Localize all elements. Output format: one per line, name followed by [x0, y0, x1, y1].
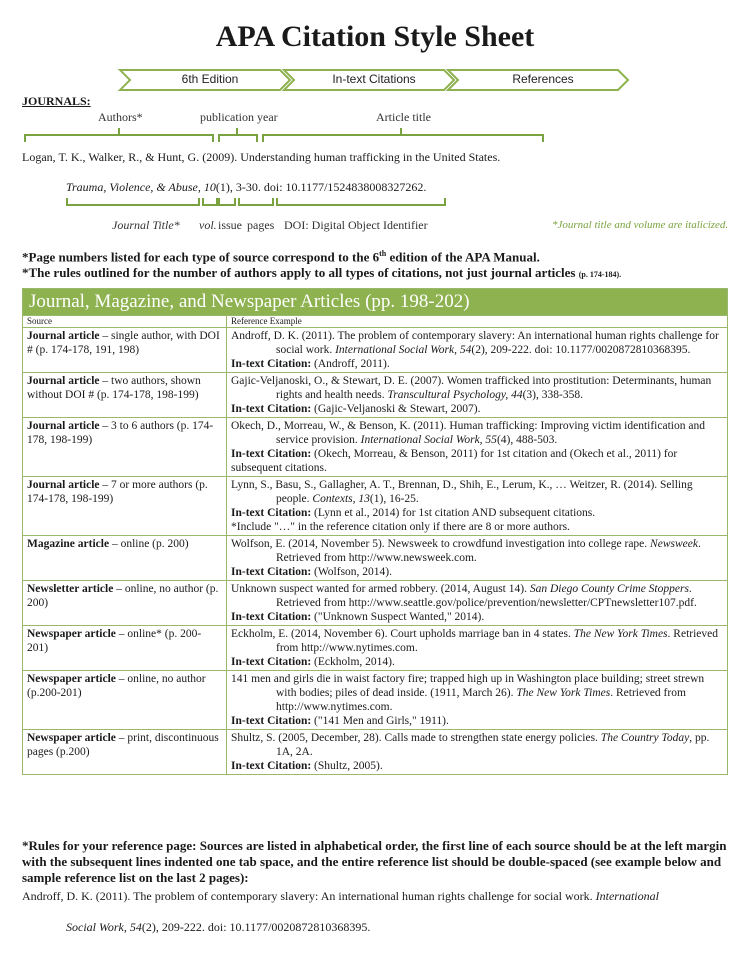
reference-example: Gajic-Veljanoski, O., & Stewart, D. E. (2007). Women trafficked into prostitution: Determinants, human rights and health needs. Transcultural Psychology, 44(3), 338-358. — [231, 375, 712, 401]
table-row — [23, 418, 728, 477]
source-type: Newspaper article — [27, 732, 116, 744]
journals-heading: JOURNALS: — [22, 94, 91, 108]
nav-item-references[interactable]: References — [512, 72, 574, 86]
table-row — [23, 581, 728, 626]
intext-citation: In-text Citation: (Eckholm, 2014). — [231, 656, 395, 668]
source-cell — [23, 536, 227, 581]
source-cell — [23, 626, 227, 671]
nav-item-edition[interactable]: 6th Edition — [181, 72, 239, 86]
reference-cell — [227, 671, 728, 730]
source-cell — [23, 581, 227, 626]
source-detail: – online, no author (p. 200) — [27, 583, 219, 609]
source-detail: – 7 or more authors (p. 174-178, 198-199) — [27, 479, 208, 505]
source-type: Journal article — [27, 479, 100, 491]
nav-item-intext[interactable]: In-text Citations — [332, 72, 416, 86]
brace-vol — [202, 198, 218, 206]
intext-citation: In-text Citation: ("Unknown Suspect Wanted," 2014). — [231, 611, 485, 623]
journal-example-italic: Trauma, Violence, & Abuse, 10 — [66, 180, 216, 194]
intext-citation: In-text Citation: (Wolfson, 2014). — [231, 566, 393, 578]
col-header-reference: Reference Example — [227, 316, 728, 328]
source-detail: – online* (p. 200-201) — [27, 628, 202, 654]
label-pub-year: publication year — [200, 110, 278, 124]
reference-example: Lynn, S., Basu, S., Gallagher, A. T., Brennan, D., Shih, E., Lerum, K., … Weitzer, R. (2014). Selling people. Contexts, 13(1), 16-25. — [231, 479, 693, 505]
brace-journal-title — [66, 198, 200, 206]
reference-example: Wolfson, E. (2014, November 5). Newsweek to crowdfund investigation into college rape. Newsweek. Retrieved from http://www.newsweek.com. — [231, 538, 701, 564]
source-detail: – 3 to 6 authors (p. 174-178, 198-199) — [27, 420, 214, 446]
source-cell — [23, 373, 227, 418]
source-cell — [23, 477, 227, 536]
source-detail: – single author, with DOI # (p. 174-178, 191, 198) — [27, 330, 220, 356]
sample-reference-line2: Social Work, 54(2), 209-222. doi: 10.1177/0020872810368395. — [66, 920, 371, 934]
brace-authors — [24, 134, 214, 142]
reference-cell — [227, 373, 728, 418]
reference-example: Okech, D., Morreau, W., & Benson, K. (2011). Human trafficking: Improving victim identification and service provision. International Social Work, 55(4), 488-503. — [231, 420, 705, 446]
source-type: Journal article — [27, 420, 100, 432]
intext-citation: In-text Citation: (Okech, Morreau, & Benson, 2011) for 1st citation and (Okech et al., 2011) for subsequent citations. — [231, 448, 678, 474]
brace-article-title — [262, 134, 544, 142]
intext-citation: In-text Citation: (Lynn et al., 2014) for 1st citation AND subsequent citations. — [231, 507, 596, 519]
source-cell — [23, 328, 227, 373]
table-row — [23, 373, 728, 418]
reference-cell — [227, 730, 728, 775]
brace-doi — [276, 198, 446, 206]
brace-issue — [218, 198, 236, 206]
reference-cell — [227, 626, 728, 671]
brace-tick — [236, 128, 238, 134]
intext-citation: In-text Citation: (Gajic-Veljanoski & Stewart, 2007). — [231, 403, 481, 415]
label-vol: vol. — [199, 218, 217, 232]
reference-cell — [227, 328, 728, 373]
source-detail: – online (p. 200) — [109, 538, 189, 550]
table-row — [23, 626, 728, 671]
source-cell — [23, 730, 227, 775]
label-article-title: Article title — [376, 110, 431, 124]
note-page-numbers: *Page numbers listed for each type of source correspond to the 6th edition of the APA Manual. — [22, 249, 540, 265]
label-authors: Authors* — [98, 110, 143, 124]
label-journal-title: Journal Title* — [112, 218, 180, 232]
brace-pages — [238, 198, 274, 206]
intext-citation: In-text Citation: (Androff, 2011). — [231, 358, 390, 370]
brace-tick — [118, 128, 120, 134]
source-type: Magazine article — [27, 538, 110, 550]
source-cell — [23, 671, 227, 730]
reference-page-rules: *Rules for your reference page: Sources are listed in alphabetical order, the first line of each source should be at the left margin with the subsequent lines indented one tab space, and the entire reference list should be double-spaced (see example below and sample reference list on the last 2 pages): — [22, 838, 727, 885]
col-header-source: Source — [23, 316, 227, 328]
page-title: APA Citation Style Sheet — [215, 20, 535, 53]
italic-note: *Journal title and volume are italicized. — [552, 219, 729, 231]
journal-example-rest: (1), 3-30. doi: 10.1177/1524838008327262. — [215, 180, 427, 194]
journal-example-line2 — [66, 180, 426, 195]
row-note: *Include "…" in the reference citation only if there are 8 or more authors. — [231, 521, 570, 533]
reference-cell — [227, 581, 728, 626]
source-type: Journal article — [27, 375, 100, 387]
table-row — [23, 477, 728, 536]
citation-table — [22, 288, 728, 775]
reference-example: Androff, D. K. (2011). The problem of contemporary slavery: An international human rights challenge for social work. International Social Work, 54(2), 209-222. doi: 10.1177/0020872810368395. — [231, 330, 719, 356]
sample-reference-line1: Androff, D. K. (2011). The problem of contemporary slavery: An international human rights challenge for social work. International — [22, 889, 659, 903]
source-detail: – two authors, shown without DOI # (p. 174-178, 198-199) — [27, 375, 201, 401]
label-issue: issue — [218, 218, 242, 232]
reference-cell — [227, 536, 728, 581]
source-type: Newspaper article — [27, 673, 116, 685]
table-row — [23, 671, 728, 730]
source-detail: – online, no author (p.200-201) — [27, 673, 206, 699]
brace-tick — [400, 128, 402, 134]
journal-example-line1: Logan, T. K., Walker, R., & Hunt, G. (2009). Understanding human trafficking in the United States. — [22, 150, 501, 164]
table-row — [23, 328, 728, 373]
table-row — [23, 536, 728, 581]
manual-notes — [22, 246, 621, 283]
section-nav — [118, 69, 632, 91]
source-type: Journal article — [27, 330, 100, 342]
reference-example: Unknown suspect wanted for armed robbery. (2014, August 14). San Diego County Crime Stoppers. Retrieved from http://www.seattle.gov/police/prevention/newsletter/CPTnewsletter107.pdf. — [231, 583, 697, 609]
note-authors-rule: *The rules outlined for the number of authors apply to all types of citations, not just journal articles (p. 174-184). — [22, 265, 622, 281]
reference-cell — [227, 477, 728, 536]
table-title: Journal, Magazine, and Newspaper Articles (pp. 198-202) — [23, 289, 728, 316]
source-detail: – print, discontinuous pages (p.200) — [27, 732, 219, 758]
source-type: Newspaper article — [27, 628, 116, 640]
label-pages: pages — [247, 218, 275, 232]
reference-cell — [227, 418, 728, 477]
reference-example: Eckholm, E. (2014, November 6). Court upholds marriage ban in 4 states. The New York Times. Retrieved from http://www.nytimes.com. — [231, 628, 718, 654]
reference-example: Shultz, S. (2005, December, 28). Calls made to strengthen state energy policies. The Country Today, pp. 1A, 2A. — [231, 732, 710, 758]
intext-citation: In-text Citation: (Shultz, 2005). — [231, 760, 383, 772]
brace-year — [218, 134, 258, 142]
reference-example: 141 men and girls die in waist factory fire; trapped high up in Washington place building; street strewn with bodies; piles of dead inside. (1911, March 26). The New York Times. Retrieved from http://www.nytimes.com. — [231, 673, 705, 713]
source-cell — [23, 418, 227, 477]
source-type: Newsletter article — [27, 583, 114, 595]
intext-citation: In-text Citation: ("141 Men and Girls," 1911). — [231, 715, 449, 727]
table-row — [23, 730, 728, 775]
label-doi: DOI: Digital Object Identifier — [284, 218, 428, 232]
